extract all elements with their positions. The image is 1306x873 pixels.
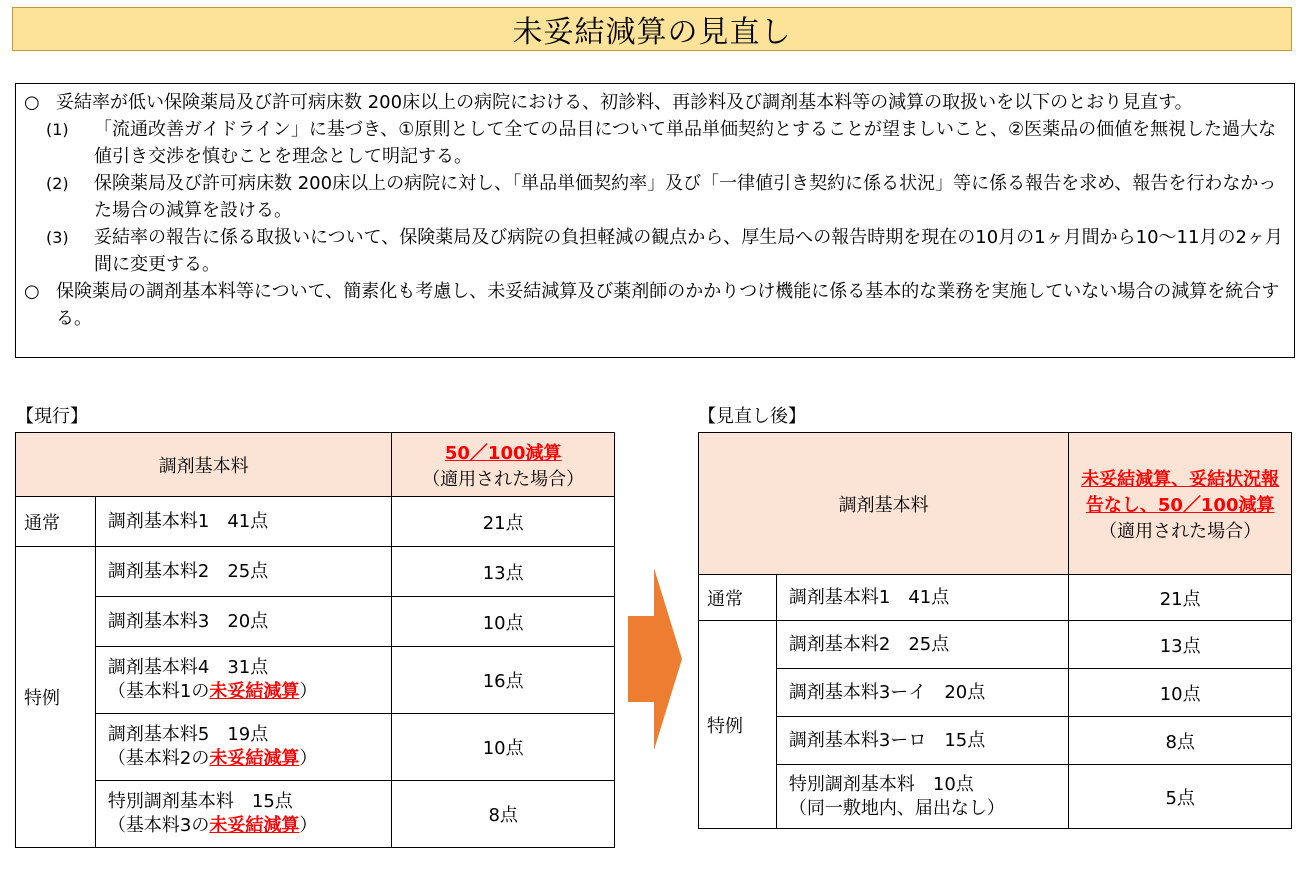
row-sub-red: 未妥結減算 (209, 748, 300, 769)
summary-sub-2 (24, 170, 1286, 224)
current-table (15, 432, 615, 848)
table-row (16, 597, 615, 647)
row-sub-red: 未妥結減算 (209, 681, 300, 702)
row-name: 特別調剤基本料 15点 (107, 791, 293, 812)
header-reduction (1069, 433, 1292, 575)
revised-table (698, 432, 1292, 829)
category-special: 特例 (16, 547, 96, 848)
row-sub-pre: （基本料1の (107, 681, 210, 702)
sub-text: 妥結率の報告に係る取扱いについて、保険薬局及び病院の負担軽減の観点から、厚生局への報告時期を現在の10月の1ヶ月間から10～11月の2ヶ月間に変更する。 (94, 227, 1283, 275)
row-value: 21点 (1069, 575, 1292, 621)
row-name: 調剤基本料3 20点 (95, 597, 391, 647)
row-sub-post: ） (299, 748, 318, 769)
row-name: 特別調剤基本料 10点 (788, 773, 974, 795)
current-table-header (16, 433, 615, 497)
header-reduction-red: 50／100減算 (444, 442, 562, 464)
summary-box (15, 83, 1295, 358)
header-note: （適用された場合） (422, 468, 585, 490)
category-normal: 通常 (16, 497, 96, 547)
row-value: 8点 (392, 781, 615, 848)
row-value: 10点 (1069, 669, 1292, 717)
row-sub-post: ） (299, 815, 318, 836)
bullet-mark: ○ (24, 281, 40, 302)
table-row (16, 714, 615, 781)
sub-marker: (2) (46, 174, 69, 193)
row-value: 16点 (392, 647, 615, 714)
table-row (699, 575, 1292, 621)
summary-item-2 (24, 278, 1286, 332)
row-value: 10点 (392, 597, 615, 647)
table-row (699, 669, 1292, 717)
revised-label: 【見直し後】 (698, 406, 806, 427)
summary-sub-1 (24, 116, 1286, 170)
row-name: 調剤基本料1 41点 (95, 497, 391, 547)
category-normal: 通常 (699, 575, 777, 621)
row-sub (108, 814, 390, 838)
row-name-cell (776, 765, 1068, 829)
bullet-mark: ○ (24, 92, 40, 113)
table-row (16, 781, 615, 848)
sub-text: 「流通改善ガイドライン」に基づき、①原則として全ての品目について単品単価契約とすることが望ましいこと、②医薬品の価値を無視した過大な値引き交渉を慎むことを理念として明記する。 (94, 119, 1277, 167)
row-sub-pre: （基本料2の (107, 748, 210, 769)
row-sub-pre: （基本料3の (107, 815, 210, 836)
row-value: 8点 (1069, 717, 1292, 765)
table-row (699, 765, 1292, 829)
summary-item-1-text: 妥結率が低い保険薬局及び許可病床数 200床以上の病院における、初診料、再診料及び調剤基本料等の減算の取扱いを以下のとおり見直す。 (56, 92, 1193, 113)
right-arrow-icon (628, 566, 684, 752)
row-value: 13点 (392, 547, 615, 597)
row-sub-post: ） (299, 681, 318, 702)
category-special: 特例 (699, 621, 777, 829)
header-name: 調剤基本料 (16, 433, 392, 497)
table-row (699, 717, 1292, 765)
row-name: 調剤基本料2 25点 (776, 621, 1068, 669)
row-sub-red: 未妥結減算 (209, 815, 300, 836)
row-name: 調剤基本料1 41点 (776, 575, 1068, 621)
page-title: 未妥結減算の見直し (512, 15, 792, 50)
row-sub (108, 680, 390, 704)
row-value: 5点 (1069, 765, 1292, 829)
row-name: 調剤基本料5 19点 (107, 724, 269, 745)
row-name: 調剤基本料3ーロ 15点 (776, 717, 1068, 765)
row-name-cell (95, 714, 391, 781)
summary-sub-3 (24, 224, 1286, 278)
row-name: 調剤基本料4 31点 (107, 657, 269, 678)
row-sub: （同一敷地内、届出なし） (788, 797, 1005, 819)
summary-item-2-text: 保険薬局の調剤基本料等について、簡素化も考慮し、未妥結減算及び薬剤師のかかりつけ機能に係る基本的な業務を実施していない場合の減算を統合する。 (56, 281, 1280, 329)
table-row (699, 621, 1292, 669)
table-row (16, 497, 615, 547)
row-value: 10点 (392, 714, 615, 781)
row-name-cell (95, 781, 391, 848)
title-banner (12, 7, 1292, 51)
row-name: 調剤基本料2 25点 (95, 547, 391, 597)
current-label: 【現行】 (16, 406, 88, 427)
header-reduction-red: 未妥結減算、妥結状況報告なし、50／100減算 (1081, 468, 1280, 516)
sub-marker: (3) (46, 228, 69, 247)
arrow-shape (628, 568, 682, 750)
row-value: 13点 (1069, 621, 1292, 669)
header-note: （適用された場合） (1099, 520, 1262, 542)
header-name: 調剤基本料 (699, 433, 1069, 575)
revised-table-header (699, 433, 1292, 575)
sub-text: 保険薬局及び許可病床数 200床以上の病院に対し、「単品単価契約率」及び「一律値引き契約に係る状況」等に係る報告を求め、報告を行わなかった場合の減算を設ける。 (94, 173, 1277, 221)
row-name-cell (95, 647, 391, 714)
header-reduction (392, 433, 615, 497)
summary-item-1 (24, 89, 1286, 116)
row-value: 21点 (392, 497, 615, 547)
sub-marker: (1) (46, 120, 69, 139)
table-row (16, 547, 615, 597)
row-sub (108, 747, 390, 771)
row-name: 調剤基本料3ーイ 20点 (776, 669, 1068, 717)
table-row (16, 647, 615, 714)
